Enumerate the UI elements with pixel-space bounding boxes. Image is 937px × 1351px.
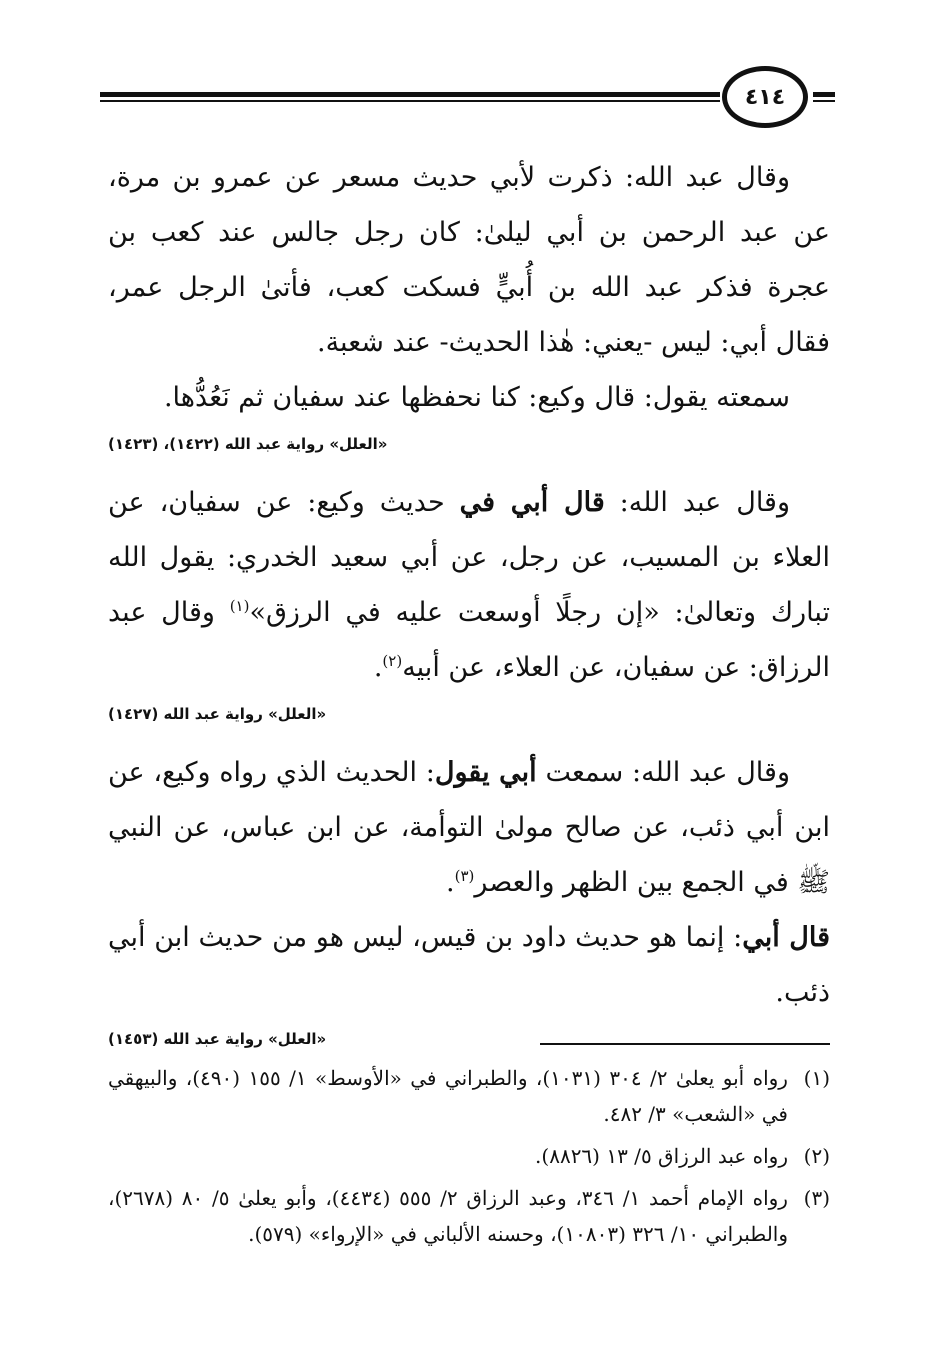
- paragraph-4-part-c: : الحديث الذي رواه وكيع، عن ابن أبي ذئب، عن صالح مولىٰ التوأمة، عن ابن عباس، عن النبي ﷺ في الجمع بين الظهر والعصر: [108, 757, 830, 898]
- paragraph-3-bold: قال أبي في: [459, 487, 605, 518]
- footnote-number: (١): [803, 1066, 830, 1090]
- header-rule-right-thick: [813, 92, 835, 97]
- paragraph-5-text: : إنما هو حديث داود بن قيس، ليس هو من حديث ابن أبي ذئب.: [108, 922, 830, 1008]
- footnote: [108, 1060, 830, 1132]
- header-rule-right-thin: [813, 100, 835, 102]
- paragraph-1-text: وقال عبد الله: ذكرت لأبي حديث مسعر عن عمرو بن مرة، عن عبد الرحمن بن أبي ليلىٰ: كان رجل جالس عند كعب بن عجرة فذكر عبد الله بن أُبيٍّ فسكت كعب، فأتىٰ الرجل عمر، فقال أبي: ليس -يعني: هٰذا الحديث- عند شعبة.: [108, 162, 830, 358]
- footnotes: [108, 1060, 830, 1258]
- source-citation-2: «العلل» رواية عبد الله (١٤٢٧): [108, 705, 327, 723]
- paragraph-3: [108, 475, 830, 695]
- footnote-number: (٣): [803, 1186, 830, 1210]
- paragraph-4: [108, 745, 830, 910]
- paragraph-1: [108, 150, 830, 370]
- footnote-ref-1[interactable]: (١): [229, 597, 250, 615]
- footnote-ref-3[interactable]: (٣): [454, 867, 475, 885]
- page-number-badge: [722, 66, 808, 128]
- paragraph-3-part-d: وقال عبد الرزاق: عن سفيان، عن العلاء، عن أبيه: [108, 597, 830, 683]
- paragraph-3-part-a: وقال عبد الله:: [604, 487, 790, 518]
- paragraph-3-part-c: حديث وكيع: عن سفيان، عن العلاء بن المسيب، عن رجل، عن أبي سعيد الخدري: يقول الله تبارك وتعالىٰ: «إن رجلًا أوسعت عليه في الرزق»: [108, 487, 830, 628]
- paragraph-5-bold: قال أبي: [742, 922, 831, 953]
- paragraph-2: [108, 370, 830, 425]
- header-rule-thick: [100, 92, 720, 97]
- paragraph-4-part-a: وقال عبد الله: سمعت: [536, 757, 790, 788]
- footnote-text: رواه عبد الرزاق ٥/ ١٣ (٨٨٢٦).: [535, 1144, 788, 1168]
- footnote-number: (٢): [803, 1144, 830, 1168]
- footnote: [108, 1138, 830, 1174]
- footnote-text: رواه أبو يعلىٰ ٢/ ٣٠٤ (١٠٣١)، والطبراني في «الأوسط» ١/ ١٥٥ (٤٩٠)، والبيهقي في «الشعب» ٣/ ٤٨٢.: [108, 1066, 788, 1126]
- main-text: [108, 150, 830, 1070]
- page-header: [100, 62, 835, 132]
- footnote-text: رواه الإمام أحمد ١/ ٣٤٦، وعبد الرزاق ٢/ ٥٥٥ (٤٤٣٤)، وأبو يعلىٰ ٥/ ٨٠ (٢٦٧٨)، والطبراني ١٠/ ٣٢٦ (١٠٨٠٣)، وحسنه الألباني في «الإرواء» (٥٧٩).: [108, 1186, 788, 1246]
- page-number: ٤١٤: [744, 84, 786, 110]
- footnote: [108, 1180, 830, 1252]
- source-citation-1: «العلل» رواية عبد الله (١٤٢٢)، (١٤٢٣): [108, 435, 388, 453]
- paragraph-2-text: سمعته يقول: قال وكيع: كنا نحفظها عند سفيان ثم نَعُدُّها.: [163, 382, 790, 413]
- paragraph-3-part-e: .: [373, 652, 383, 683]
- source-citation-3: «العلل» رواية عبد الله (١٤٥٣): [108, 1030, 327, 1048]
- paragraph-4-bold: أبي يقول: [434, 757, 537, 788]
- paragraph-5: [108, 910, 830, 1020]
- footnote-separator: [540, 1043, 830, 1045]
- paragraph-4-part-d: .: [446, 867, 455, 898]
- header-rule-thin: [100, 100, 720, 102]
- footnote-ref-2[interactable]: (٢): [382, 652, 403, 670]
